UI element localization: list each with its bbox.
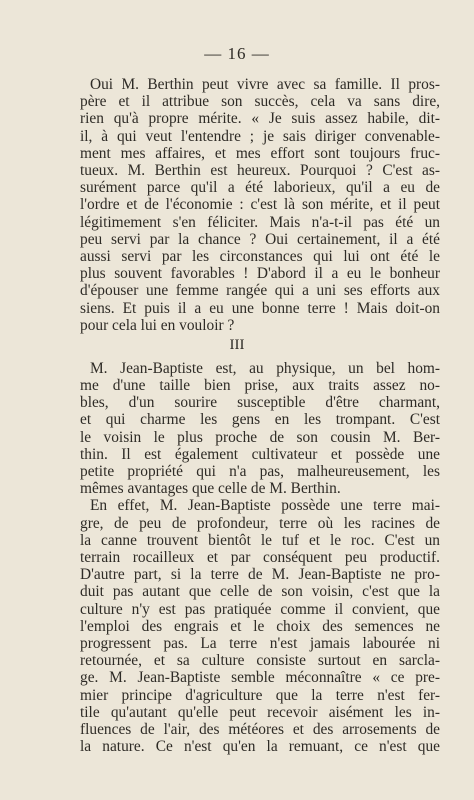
text-line: il, à qui veut l'entendre ; je sais diriger convenable- <box>80 128 440 145</box>
text-line: duit pas autant que celle de son voisin, c'est que la <box>80 583 440 600</box>
text-line: M. Jean-Baptiste est, au physique, un bel hom- <box>90 360 440 377</box>
text-line: progressent pas. La terre n'est jamais labourée ni <box>80 635 440 652</box>
text-line: aussi servi par les circonstances qui lui ont été le <box>80 248 440 265</box>
text-line: et qui charme les gens en les trompant. C'est <box>80 411 440 428</box>
page-number: — 16 — <box>204 44 270 63</box>
text-line: retournée, et sa culture consiste surtout en sarcla- <box>80 652 440 669</box>
text-line: Oui M. Berthin peut vivre avec sa famille. Il pros- <box>90 76 440 93</box>
text-line: ment mes affaires, et mes effort sont toujours fruc- <box>80 145 440 162</box>
text-line: père et il attribue son succès, cela va sans dire, <box>80 93 440 110</box>
text-line: En effet, M. Jean-Baptiste possède une terre mai- <box>90 497 440 514</box>
text-line: petite propriété qui n'a pas, malheureusement, les <box>80 463 440 480</box>
text-line: d'épouser une femme rangée qui a uni ses efforts aux <box>80 282 440 299</box>
section-heading: III <box>229 337 245 353</box>
text-line: terrain rocailleux et par conséquent peu productif. <box>80 549 440 566</box>
text-line: l'emploi des engrais et le choix des semences ne <box>80 618 440 635</box>
text-line: peu servi par la chance ? Oui certainement, il a été <box>80 231 440 248</box>
text-line: D'autre part, si la terre de M. Jean-Baptiste ne pro- <box>80 566 440 583</box>
text-line: tueux. M. Berthin est heureux. Pourquoi ? C'est as- <box>80 162 440 179</box>
text-line: fluences de l'air, des météores et des arrosements de <box>80 721 440 738</box>
text-line: bles, d'un sourire susceptible d'être charmant, <box>80 394 440 411</box>
text-line: siens. Et puis il a eu une bonne terre ! Mais doit-on <box>80 300 440 317</box>
text-line: surément parce qu'il a été laborieux, qu'il a eu de <box>80 179 440 196</box>
text-line: l'ordre et de l'économie : c'est là son mérite, et il peut <box>80 196 440 213</box>
text-line: ge. M. Jean-Baptiste semble méconnaître « ce pre- <box>80 669 440 686</box>
text-line: la canne trouvent bientôt le tuf et le roc. C'est un <box>80 532 440 549</box>
text-line: pour cela lui en vouloir ? <box>80 317 235 334</box>
text-line: mêmes avantages que celle de M. Berthin. <box>80 480 341 497</box>
text-line: thin. Il est également cultivateur et possède une <box>80 446 440 463</box>
text-line: légitimement s'en féliciter. Mais n'a-t-il pas été un <box>80 214 440 231</box>
text-line: rien qu'à propre mérite. « Je suis assez habile, dit- <box>80 110 440 127</box>
text-line: mier principe d'agriculture que la terre n'est fer- <box>80 687 440 704</box>
text-line: gre, de peu de profondeur, terre où les racines de <box>80 515 440 532</box>
text-line: la nature. Ce n'est qu'en la remuant, ce n'est que <box>80 738 440 755</box>
text-line: tile qu'autant qu'elle peut recevoir aisément les in- <box>80 704 440 721</box>
text-line: me d'une taille bien prise, aux traits assez no- <box>80 377 440 394</box>
text-line: plus souvent favorables ! D'abord il a eu le bonheur <box>80 265 440 282</box>
text-line: culture n'y est pas pratiquée comme il convient, que <box>80 601 440 618</box>
text-line: le voisin le plus proche de son cousin M. Ber- <box>80 429 440 446</box>
